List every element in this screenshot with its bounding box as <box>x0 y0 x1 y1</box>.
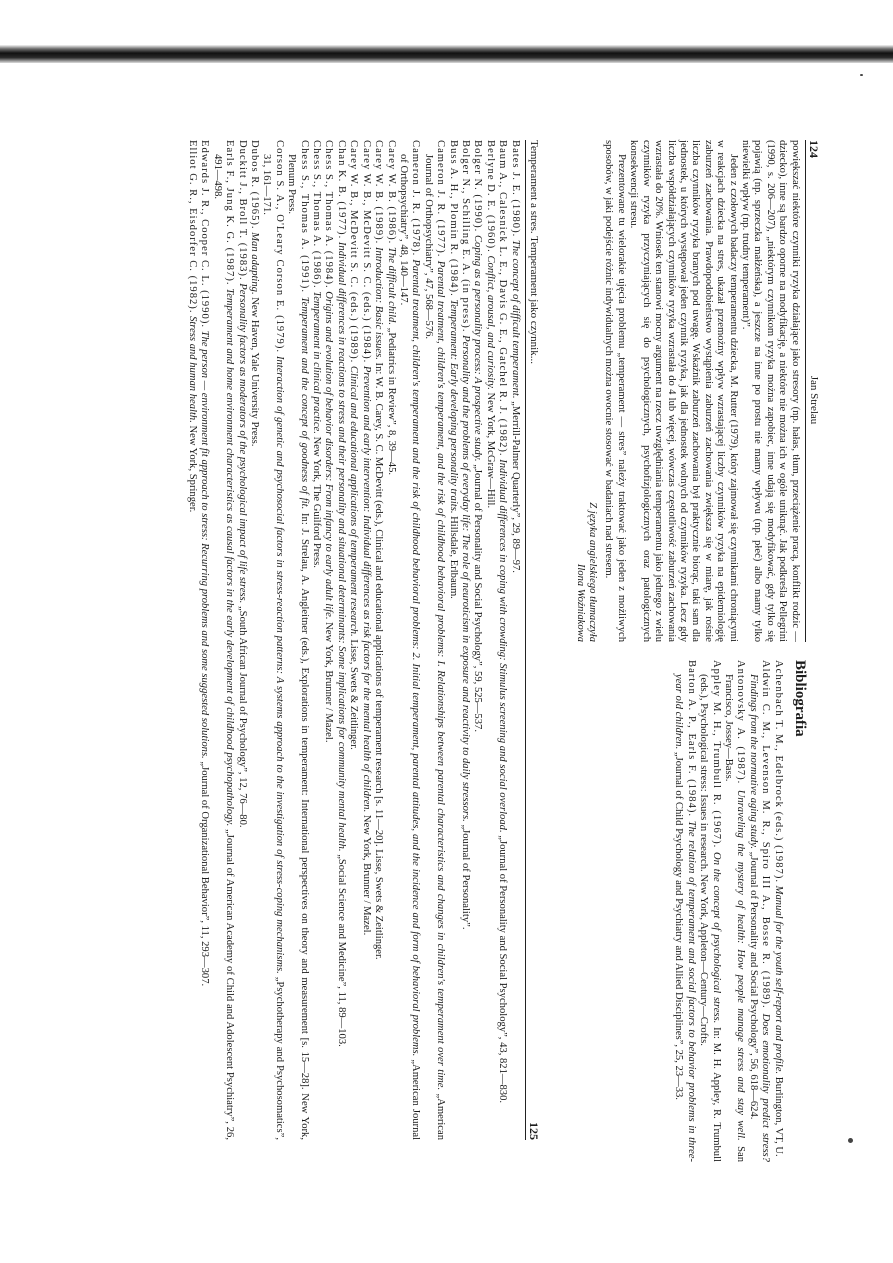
reference-source: „Merrill-Palmer Quarterly”, 29, 89—97. <box>509 401 521 573</box>
reference-title: The person — environment fit approach to stress: Recurring problems and some suggested solutions. <box>199 330 211 759</box>
reference-authors: Buss A. H., Plomin R. (1984). <box>447 140 459 297</box>
running-head-title: Jan Strelau <box>808 375 820 425</box>
reference-source: „Journal of American Academy of Child and Adolescent Psychiatry”, 26, 491—498. <box>211 154 236 1140</box>
reference-title: Stress and human health. <box>187 316 199 423</box>
scan-top-bar <box>0 45 893 63</box>
reference-title: Origins and evolution of behavior disorders: From infancy to early adult life. <box>323 291 335 620</box>
reference-title: Interaction of genetic and psychosocial factors in stress-reaction patterns: A systems approach to the investigation of stress-coping mechanisms. <box>273 355 285 974</box>
body-paragraph: Prezentowane tu wielorakie ujęcia problemu „temperament — stres” należy traktować jako jeden z możliwych sposobów, w jaki podejście różnic indywidualnych można owocnie stosować w badaniach nad stresem. <box>603 140 627 642</box>
reference-title: Temperament and the concept of goodness of fit. <box>298 296 310 510</box>
reference-authors: Baum A., Calesnick L. E., Davis G. E., Gatchel R. J. (1982). <box>497 140 509 457</box>
reference-entry <box>248 140 260 1140</box>
translator-line: Z języka angielskiego tłumaczyła <box>587 502 599 642</box>
reference-authors: Elliot G. R., Eisdorfer C. (1982). <box>187 140 199 314</box>
reference-authors: Duckitt J., Broll T. (1983). <box>236 140 248 281</box>
page-125 <box>187 140 541 1190</box>
reference-source: „Pediatrics in Review”, 8, 39—45. <box>385 327 397 476</box>
reference-authors: Edwards J. R., Cooper C. L. (1990). <box>199 140 211 329</box>
reference-title: On the concept of psychological stress. <box>710 852 722 1024</box>
bibliography-heading: Bibliografia <box>792 660 808 737</box>
reference-source: „Journal of Personality and Social Psychology”, 56, 618—624. <box>747 851 759 1120</box>
reference-source: San Francisco, Jossey—Bass. <box>722 674 747 1162</box>
reference-entry <box>384 140 396 1140</box>
reference-title: Temperament and home environment characteristics as causal factors in the early development of childhood psychopathology. <box>224 288 236 827</box>
reference-title: Individual differences in reactions to stress and their personality and situational determinants: Some implications for community mental health. <box>335 241 347 852</box>
reference-authors: Cameron J. R. (1978). <box>410 140 422 257</box>
page-124 <box>520 140 820 1190</box>
reference-source: „Psychotherapy and Psychosomatics”, 31, 161—171. <box>261 154 285 1140</box>
reference-source: „American Journal of Orthopsychiatry”, 48, 140—147. <box>397 154 422 1141</box>
page-125-column <box>187 140 541 1141</box>
reference-entry <box>310 140 322 1140</box>
reference-source: „Journal of Personality and Social Psychology”, 59, 525—537. <box>472 464 484 732</box>
reference-authors: Carey W. B., McDevitt S. C. (eds.) (1989). <box>348 140 360 364</box>
reference-entry <box>446 140 458 1140</box>
reference-source: In: W. B. Carey, S. C. McDevitt (eds.), Clinical and educational applications of temperament research [s. 11—20]. Lisse, Swets & Zeitlinger. <box>373 362 385 960</box>
reference-title: The relation of temperament and social factors to behavior problems in three-year old children. <box>673 674 697 1162</box>
reference-source: „Journal of Personality and Social Psychology”, 43, 821—830. <box>497 835 509 1104</box>
reference-authors: Barton A. P., Earls F. (1984). <box>685 660 697 818</box>
reference-title: Conflict, arousal, and curiosity. <box>484 255 496 390</box>
reference-entry <box>198 140 210 1140</box>
reference-authors: Cameron J. R. (1977). <box>435 140 447 258</box>
reference-title: Parental treatment, children's temperament and the risk of childhood behavioral problems: 2. Initial temperament, parental attitudes, and the incidence and form of behavioral problems. <box>410 259 422 1057</box>
translator-name: Ilona Woźniakowa <box>574 563 586 642</box>
reference-authors: Chess S., Thomas A. (1991). <box>298 140 310 293</box>
reference-title: Does emotionality predict stress? Findings from the normative aging study. <box>747 674 772 1162</box>
reference-authors: Bolger N. (1990). <box>472 140 484 233</box>
reference-list <box>186 140 521 1140</box>
reference-source: New York, Springer. <box>187 425 199 513</box>
reference-source: „Journal of Organizational Behavior”, 11, 293—307. <box>199 761 211 987</box>
body-paragraph: Jeden z czołowych badaczy temperamentu dziecka, M. Rutter (1979), który zajmował się czynnikami chroniącymi w reakcjach dziecka na stres, ukazał przemożny wpływ wzrastającej liczby czynników ryzyka na epidemiologię zaburzeń zachowania. Prawdopodobieństwo wystąpienia zaburzeń zachowania zwiększa się w miarę, jak rośnie liczba czynników ryzyka branych pod uwagę. Wskaźnik zaburzeń zachowania był praktycznie biorąc, taki sam dla jednostek, u których występował jeden czynnik ryzyka, jak dla jednostek wolnych od czynników ryzyka. Lecz gdy liczba współdziałających czynników ryzyka wzrastała do 4 lub więcej, wówczas częstotliwość zaburzeń zachowania wzrastała do 20%. Wniosek ten stanowi mocny argument na rzecz uwzględniania temperamentu jako jednego z wielu czynników ryzyka przyczyniających się do psychologicznych, psychofizjologicznych oraz patologicznych konsekwencji stresu. <box>628 140 739 642</box>
reference-title: Introduction: Basic issues. <box>373 247 385 360</box>
translator-note <box>573 140 598 642</box>
reference-title: Manual for the youth self-report and profile. <box>772 885 784 1075</box>
page-number: 124 <box>807 140 821 158</box>
reference-title: Temperament: Early developing personality traits. <box>447 299 459 514</box>
reference-title: Individual differences in coping with crowding: Stimulus screening and social overload. <box>497 459 509 833</box>
reference-authors: Achenbach T. M., Edelbrock (eds.) (1987). <box>772 660 784 883</box>
reference-entry <box>359 140 371 1140</box>
reference-authors: Carey W. B. (1989). <box>373 140 385 245</box>
reference-title: Coping as a personality process: A prospective study. <box>472 234 484 462</box>
reference-authors: Antonovsky A. (1987). <box>735 660 747 785</box>
reference-authors: Chess S., Thomas A. (1986). <box>311 140 323 289</box>
reference-entry <box>285 140 310 1140</box>
page-number: 125 <box>527 1122 541 1140</box>
reference-entry <box>421 140 446 1140</box>
page-124-text-column <box>530 140 820 642</box>
running-head <box>805 140 820 642</box>
reference-authors: Bates J. E. (1980). <box>509 140 521 238</box>
reference-entry <box>397 140 422 1140</box>
reference-title: Personality and the problems of everyday life: The role of neuroticism in exposure and reactivity to daily stressors. <box>459 335 471 822</box>
page-124-bibliography <box>527 660 820 1162</box>
reference-authors: Chess S., Thomas A. (1984). <box>323 140 335 289</box>
reference-title: Parental treatment, children's temperament, and the risk of childhood behavioral problems: I. Relationships between parental characteristics and changes in children's temperament over time. <box>435 260 447 1091</box>
reference-entry <box>471 140 483 1140</box>
reference-authors: Aldwin C. M., Levenson M. R., Spiro III A., Bosse R. (1989). <box>760 660 772 1009</box>
reference-source: „Journal of Personality”. <box>459 824 471 930</box>
reference-authors: Berlyne D. E. (1960). <box>484 140 496 253</box>
reference-title: The concept of difficult temperament. <box>509 239 521 399</box>
reference-list <box>672 660 784 1162</box>
scan-speck <box>860 74 863 76</box>
reference-entry <box>335 140 347 1140</box>
reference-entry <box>235 140 247 1140</box>
reference-entry <box>322 140 334 1140</box>
reference-source: New York, Brunner / Mazel. <box>360 814 372 936</box>
reference-authors: Carey W. B. (1986). <box>385 140 397 245</box>
reference-source: „American Journal of Orthopsychiatry”, 47, 568—576. <box>422 154 447 1140</box>
reference-source: „South African Journal of Psychology”, 12, 76—80. <box>236 605 248 828</box>
reference-entry <box>186 140 198 1140</box>
reference-title: Man adapting. <box>249 232 261 295</box>
reference-entry <box>697 660 722 1162</box>
reference-entry <box>508 140 520 1140</box>
reference-entry <box>483 140 495 1140</box>
running-head <box>525 140 540 1140</box>
reference-authors: Bolger N., Schilling E. A. (in press). <box>459 140 471 333</box>
reference-entry <box>210 140 235 1140</box>
book-spread <box>187 140 821 1190</box>
reference-title: Personality factors as moderators of the psychological impact of life stress. <box>236 283 248 604</box>
reference-entry <box>372 140 384 1140</box>
reference-source: Burlington, VT, U. <box>772 1076 784 1157</box>
reference-entry <box>722 660 747 1162</box>
reference-source: In: J. Strelau, A. Angleitner (eds.), Explorations in temperament: International perspectives on theory and measurement [s. 15—28]. New York, Plenum Press. <box>286 154 310 1140</box>
body-paragraph: powiększać niektóre czynniki ryzyka działające jako stresory (np. hałas, tłum, przeciążenie pracą, konflikt rodzic — dziecko), inne są bardzo oporne na modyfikację, a niektóre nie można ich w ogóle uniknąć. Jak podkreśla Pellegrini (1990, s. 206—207), „niektórym czynnikom ryzyka można zapobiec, inne udają się modyfikować, gdy tylko się pojawią (np. sprzeczka małżeńska), a jeszcze na inne po prostu nie mamy wpływu (np. płeć) albo mamy tylko niewielki wpływ (np. trudny temperament)”. <box>739 140 801 642</box>
reference-authors: Earls F., Jung K. G. (1987). <box>224 140 236 286</box>
reference-authors: Corson S. A., O'Leary Corson E. (1979). <box>273 140 285 353</box>
reference-source: In: M. H. Appley, R. Trumbull (eds.), Psychological stress: Issues in research. New York, Appleton—Century—Crofts. <box>698 674 722 1162</box>
reference-entry <box>459 140 471 1140</box>
reference-title: The difficult child. <box>385 247 397 325</box>
reference-title: Unraveling the mystery of health: How people manage stress and stay well. <box>735 789 747 1141</box>
reference-source: New York, The Guilford Press. <box>311 436 323 568</box>
reference-source: New York, Brunner / Mazel. <box>323 622 335 743</box>
reference-entry <box>496 140 508 1140</box>
reference-entry <box>260 140 285 1140</box>
reference-source: Hillsdale, Erlbaum. <box>447 516 459 599</box>
reference-authors: Appley M. H., Trumbull R. (1967). <box>710 660 722 849</box>
reference-source: „Journal of Child Psychology and Psychiatry and Allied Disciplines”, 25, 23—33. <box>673 751 685 1100</box>
reference-title: Clinical and educational applications of temperament research. <box>348 365 360 637</box>
reference-title: Prevention and early intervention: Individual differences as risk factors for the mental health of children. <box>360 365 372 813</box>
reference-source: „Social Science and Medicine”, 11, 89—103. <box>335 854 347 1047</box>
reference-entry <box>746 660 771 1162</box>
running-head-title: Temperament a stres. Temperament jako czynnik... <box>528 140 540 364</box>
reference-authors: Chan K. B. (1977). <box>335 140 347 240</box>
reference-authors: Carey W. B., McDevitt S. C. (eds.) (1984). <box>360 140 372 364</box>
reference-source: Lisse, Swets & Zeitlinger. <box>348 639 360 750</box>
scan-speck <box>848 1138 853 1143</box>
reference-source: New Haven, Yale University Press. <box>249 297 261 447</box>
reference-source: New York, McGraw—Hill. <box>484 392 496 509</box>
reference-title: Temperament in clinical practice. <box>311 291 323 434</box>
reference-entry <box>347 140 359 1140</box>
reference-entry <box>771 660 783 1162</box>
reference-authors: Dubos R. (1965). <box>249 140 261 230</box>
reference-entry <box>672 660 697 1162</box>
